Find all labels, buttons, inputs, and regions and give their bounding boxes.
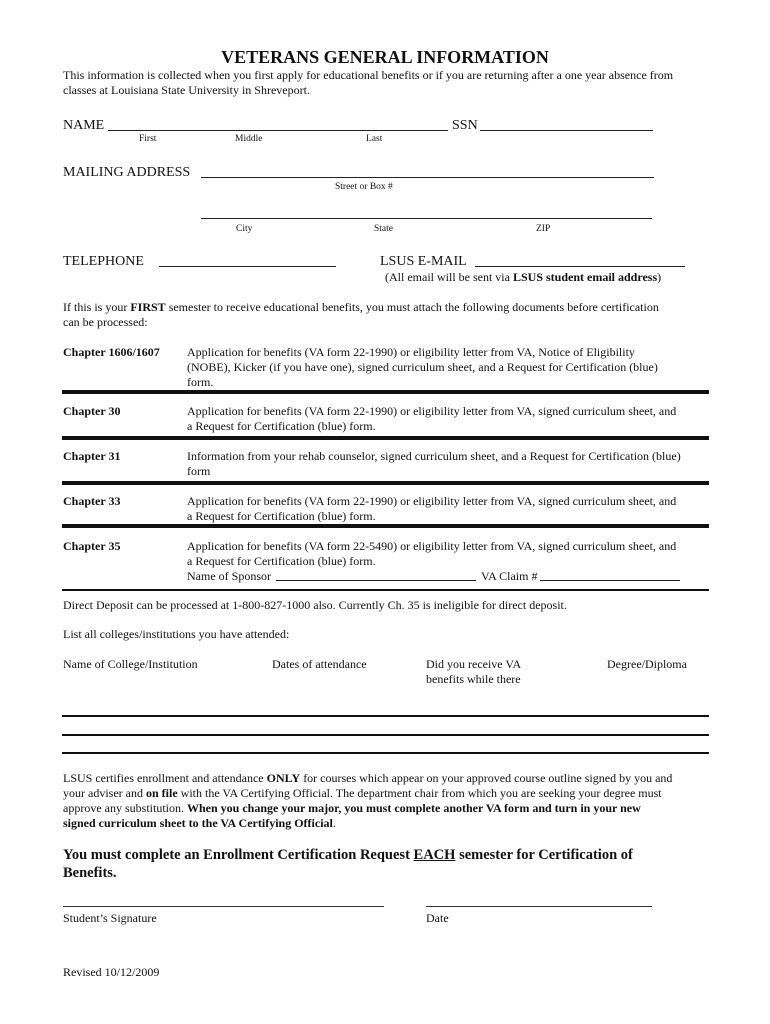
chapter-30-text: Application for benefits (VA form 22-1990) or eligibility letter from VA, signed curriculum sheet, and a Request for Certification (blue) form. bbox=[187, 404, 677, 433]
chapter-divider bbox=[62, 481, 709, 485]
page-title: VETERANS GENERAL INFORMATION bbox=[221, 47, 549, 67]
intro-line-1: This information is collected when you first apply for educational benefits or if you are returning after a one year absence from bbox=[63, 68, 674, 82]
ssn-label: SSN bbox=[452, 118, 478, 133]
chapter-35-label: Chapter 35 bbox=[63, 539, 121, 553]
email-field[interactable] bbox=[475, 266, 685, 267]
chapter-divider bbox=[62, 589, 709, 591]
chapter-divider bbox=[62, 436, 709, 440]
name-label: NAME bbox=[63, 118, 105, 133]
telephone-field[interactable] bbox=[159, 266, 336, 267]
name-first-caption: First bbox=[139, 134, 157, 144]
mailing-address-label: MAILING ADDRESS bbox=[63, 165, 191, 180]
city-caption: City bbox=[236, 224, 253, 234]
sponsor-field[interactable] bbox=[276, 580, 476, 581]
email-note: (All email will be sent via LSUS student email address) bbox=[385, 270, 662, 284]
colleges-prompt: List all colleges/institutions you have attended: bbox=[63, 627, 290, 641]
direct-deposit-text: Direct Deposit can be processed at 1-800-827-1000 also. Currently Ch. 35 is ineligible for direct deposit. bbox=[63, 598, 567, 612]
chapter-31-text: Information from your rehab counselor, signed curriculum sheet, and a Request for Certification (blue) form bbox=[187, 449, 681, 478]
first-semester-text: If this is your FIRST semester to receive educational benefits, you must attach the following documents before certification can be processed: bbox=[63, 300, 659, 329]
dates-header: Dates of attendance bbox=[272, 657, 367, 671]
chapter-divider bbox=[62, 390, 709, 394]
date-label: Date bbox=[426, 911, 449, 925]
revised-date: Revised 10/12/2009 bbox=[63, 965, 160, 979]
signature-field[interactable] bbox=[63, 906, 384, 907]
state-caption: State bbox=[374, 224, 393, 234]
chapter-35-text: Application for benefits (VA form 22-5490) or eligibility letter from VA, signed curriculum sheet, and a Request for Certification (blue) form. bbox=[187, 539, 677, 568]
va-claim-field[interactable] bbox=[540, 580, 680, 581]
college-entry-line-1[interactable] bbox=[62, 715, 709, 717]
college-name-header: Name of College/Institution bbox=[63, 657, 198, 671]
certification-paragraph: LSUS certifies enrollment and attendance ONLY for courses which appear on your approved course outline signed by you and your adviser and on file with the VA Certifying Official. The department chair from which you are seeking your degree must approve any substitution. When you change your major, you must complete another VA form and turn in your new signed curriculum sheet to the VA Certifying Official. bbox=[63, 771, 673, 830]
intro-text bbox=[63, 68, 673, 98]
chapter-31-label: Chapter 31 bbox=[63, 449, 121, 463]
chapter-33-label: Chapter 33 bbox=[63, 494, 121, 508]
signature-label: Student’s Signature bbox=[63, 911, 157, 925]
college-entry-line-2[interactable] bbox=[62, 734, 709, 736]
street-caption: Street or Box # bbox=[335, 182, 393, 192]
va-claim-label: VA Claim # bbox=[481, 569, 538, 583]
street-field[interactable] bbox=[201, 177, 654, 178]
chapter-33-text: Application for benefits (VA form 22-1990) or eligibility letter from VA, signed curriculum sheet, and a Request for Certification (blue) form. bbox=[187, 494, 677, 523]
telephone-label: TELEPHONE bbox=[63, 254, 144, 269]
name-last-caption: Last bbox=[366, 134, 383, 144]
chapter-divider bbox=[62, 524, 709, 528]
enrollment-statement: You must complete an Enrollment Certification Request EACH semester for Certification of Benefits. bbox=[63, 847, 633, 881]
college-entry-line-3[interactable] bbox=[62, 752, 709, 754]
name-middle-caption: Middle bbox=[235, 134, 263, 144]
city-state-zip-field[interactable] bbox=[201, 218, 652, 219]
ssn-field[interactable] bbox=[480, 130, 653, 131]
chapter-1606-label: Chapter 1606/1607 bbox=[63, 345, 160, 359]
email-label: LSUS E-MAIL bbox=[380, 254, 467, 269]
intro-line-2: classes at Louisiana State University in Shreveport. bbox=[63, 83, 310, 97]
degree-header: Degree/Diploma bbox=[607, 657, 687, 671]
chapter-30-label: Chapter 30 bbox=[63, 404, 121, 418]
chapter-1606-text: Application for benefits (VA form 22-1990) or eligibility letter from VA, Notice of Eligibility (NOBE), Kicker (if you have one), signed curriculum sheet, and a Request for Certification (blue) form. bbox=[187, 345, 658, 389]
date-field[interactable] bbox=[426, 906, 652, 907]
zip-caption: ZIP bbox=[536, 224, 551, 234]
va-benefits-header: Did you receive VA benefits while there bbox=[426, 657, 522, 686]
name-field[interactable] bbox=[108, 130, 448, 131]
sponsor-label: Name of Sponsor bbox=[187, 569, 271, 583]
